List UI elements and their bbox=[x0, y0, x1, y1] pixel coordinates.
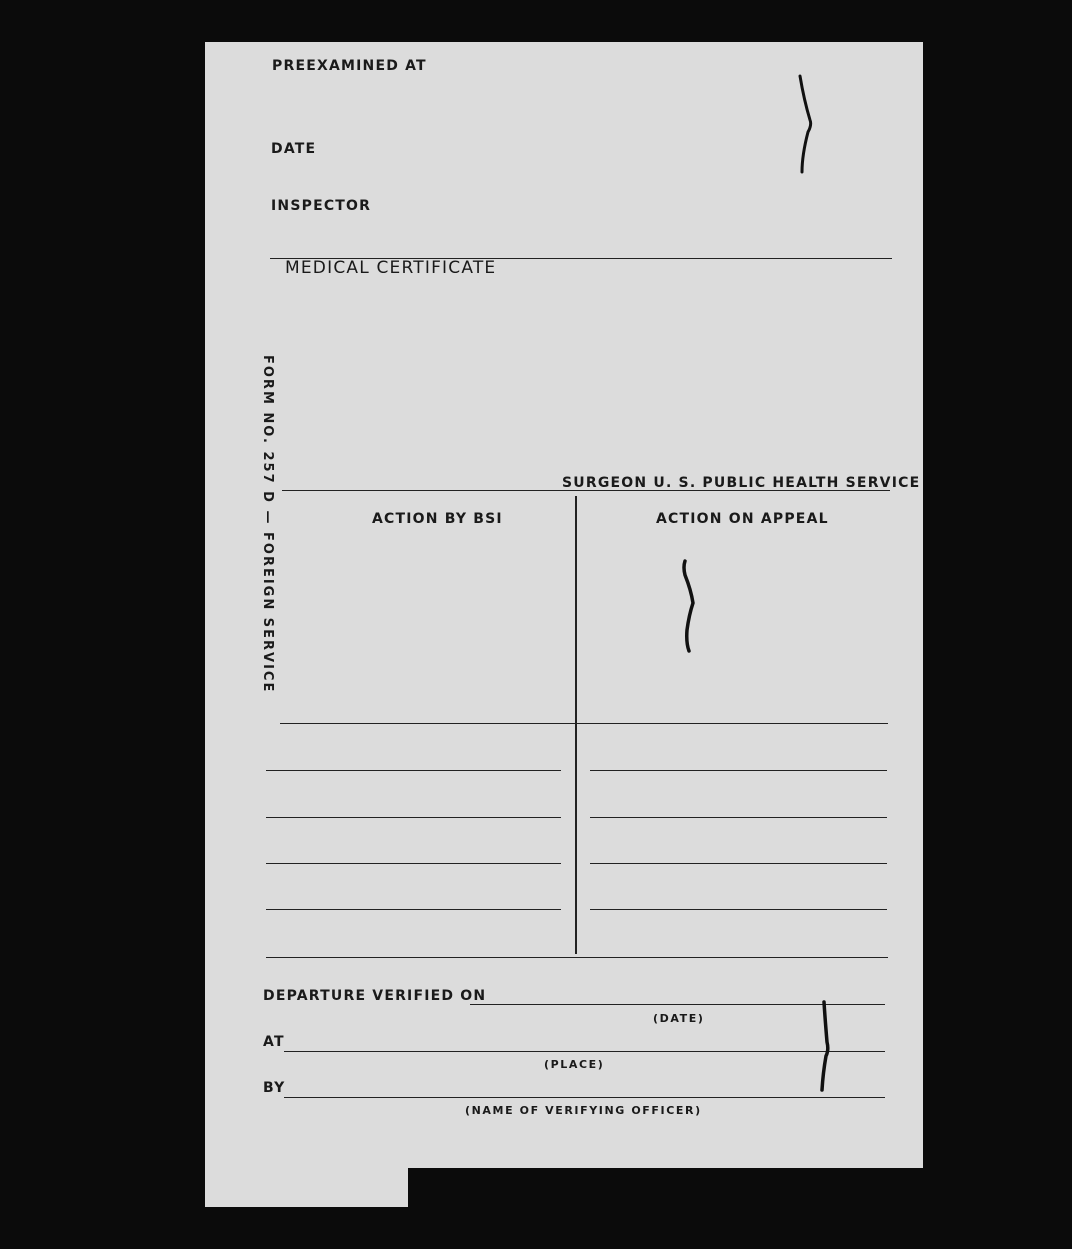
bracket-mark-top bbox=[790, 70, 820, 180]
at-label: AT bbox=[263, 1034, 285, 1050]
column-divider bbox=[575, 496, 577, 954]
place-caption: (PLACE) bbox=[544, 1058, 605, 1071]
bsi-line-2 bbox=[266, 817, 561, 818]
inspector-label: INSPECTOR bbox=[271, 198, 372, 214]
bsi-line-4 bbox=[266, 909, 561, 910]
action-line-bottom bbox=[266, 957, 888, 958]
form-number: FORM NO. 257 D — FOREIGN SERVICE bbox=[260, 355, 275, 694]
action-line-top bbox=[280, 723, 888, 724]
appeal-line-2 bbox=[590, 817, 887, 818]
departure-verified-label: DEPARTURE VERIFIED ON bbox=[263, 988, 487, 1004]
bsi-line-1 bbox=[266, 770, 561, 771]
by-label: BY bbox=[263, 1080, 286, 1096]
surgeon-signature-label: SURGEON U. S. PUBLIC HEALTH SERVICE bbox=[562, 475, 921, 491]
date-label: DATE bbox=[271, 141, 317, 157]
certificate-divider bbox=[282, 490, 890, 491]
action-on-appeal-label: ACTION ON APPEAL bbox=[656, 511, 829, 527]
appeal-line-1 bbox=[590, 770, 887, 771]
bsi-line-3 bbox=[266, 863, 561, 864]
bracket-mark-middle bbox=[675, 555, 705, 660]
date-caption: (DATE) bbox=[653, 1012, 705, 1025]
bracket-mark-bottom bbox=[812, 998, 842, 1098]
medical-certificate-title: MEDICAL CERTIFICATE bbox=[285, 258, 497, 278]
place-line bbox=[284, 1051, 885, 1052]
appeal-line-4 bbox=[590, 909, 887, 910]
torn-edge bbox=[408, 1168, 928, 1213]
preexamined-at-label: PREEXAMINED AT bbox=[272, 58, 427, 74]
officer-caption: (NAME OF VERIFYING OFFICER) bbox=[465, 1104, 702, 1117]
appeal-line-3 bbox=[590, 863, 887, 864]
action-by-bsi-label: ACTION BY BSI bbox=[372, 511, 503, 527]
officer-line bbox=[284, 1097, 885, 1098]
